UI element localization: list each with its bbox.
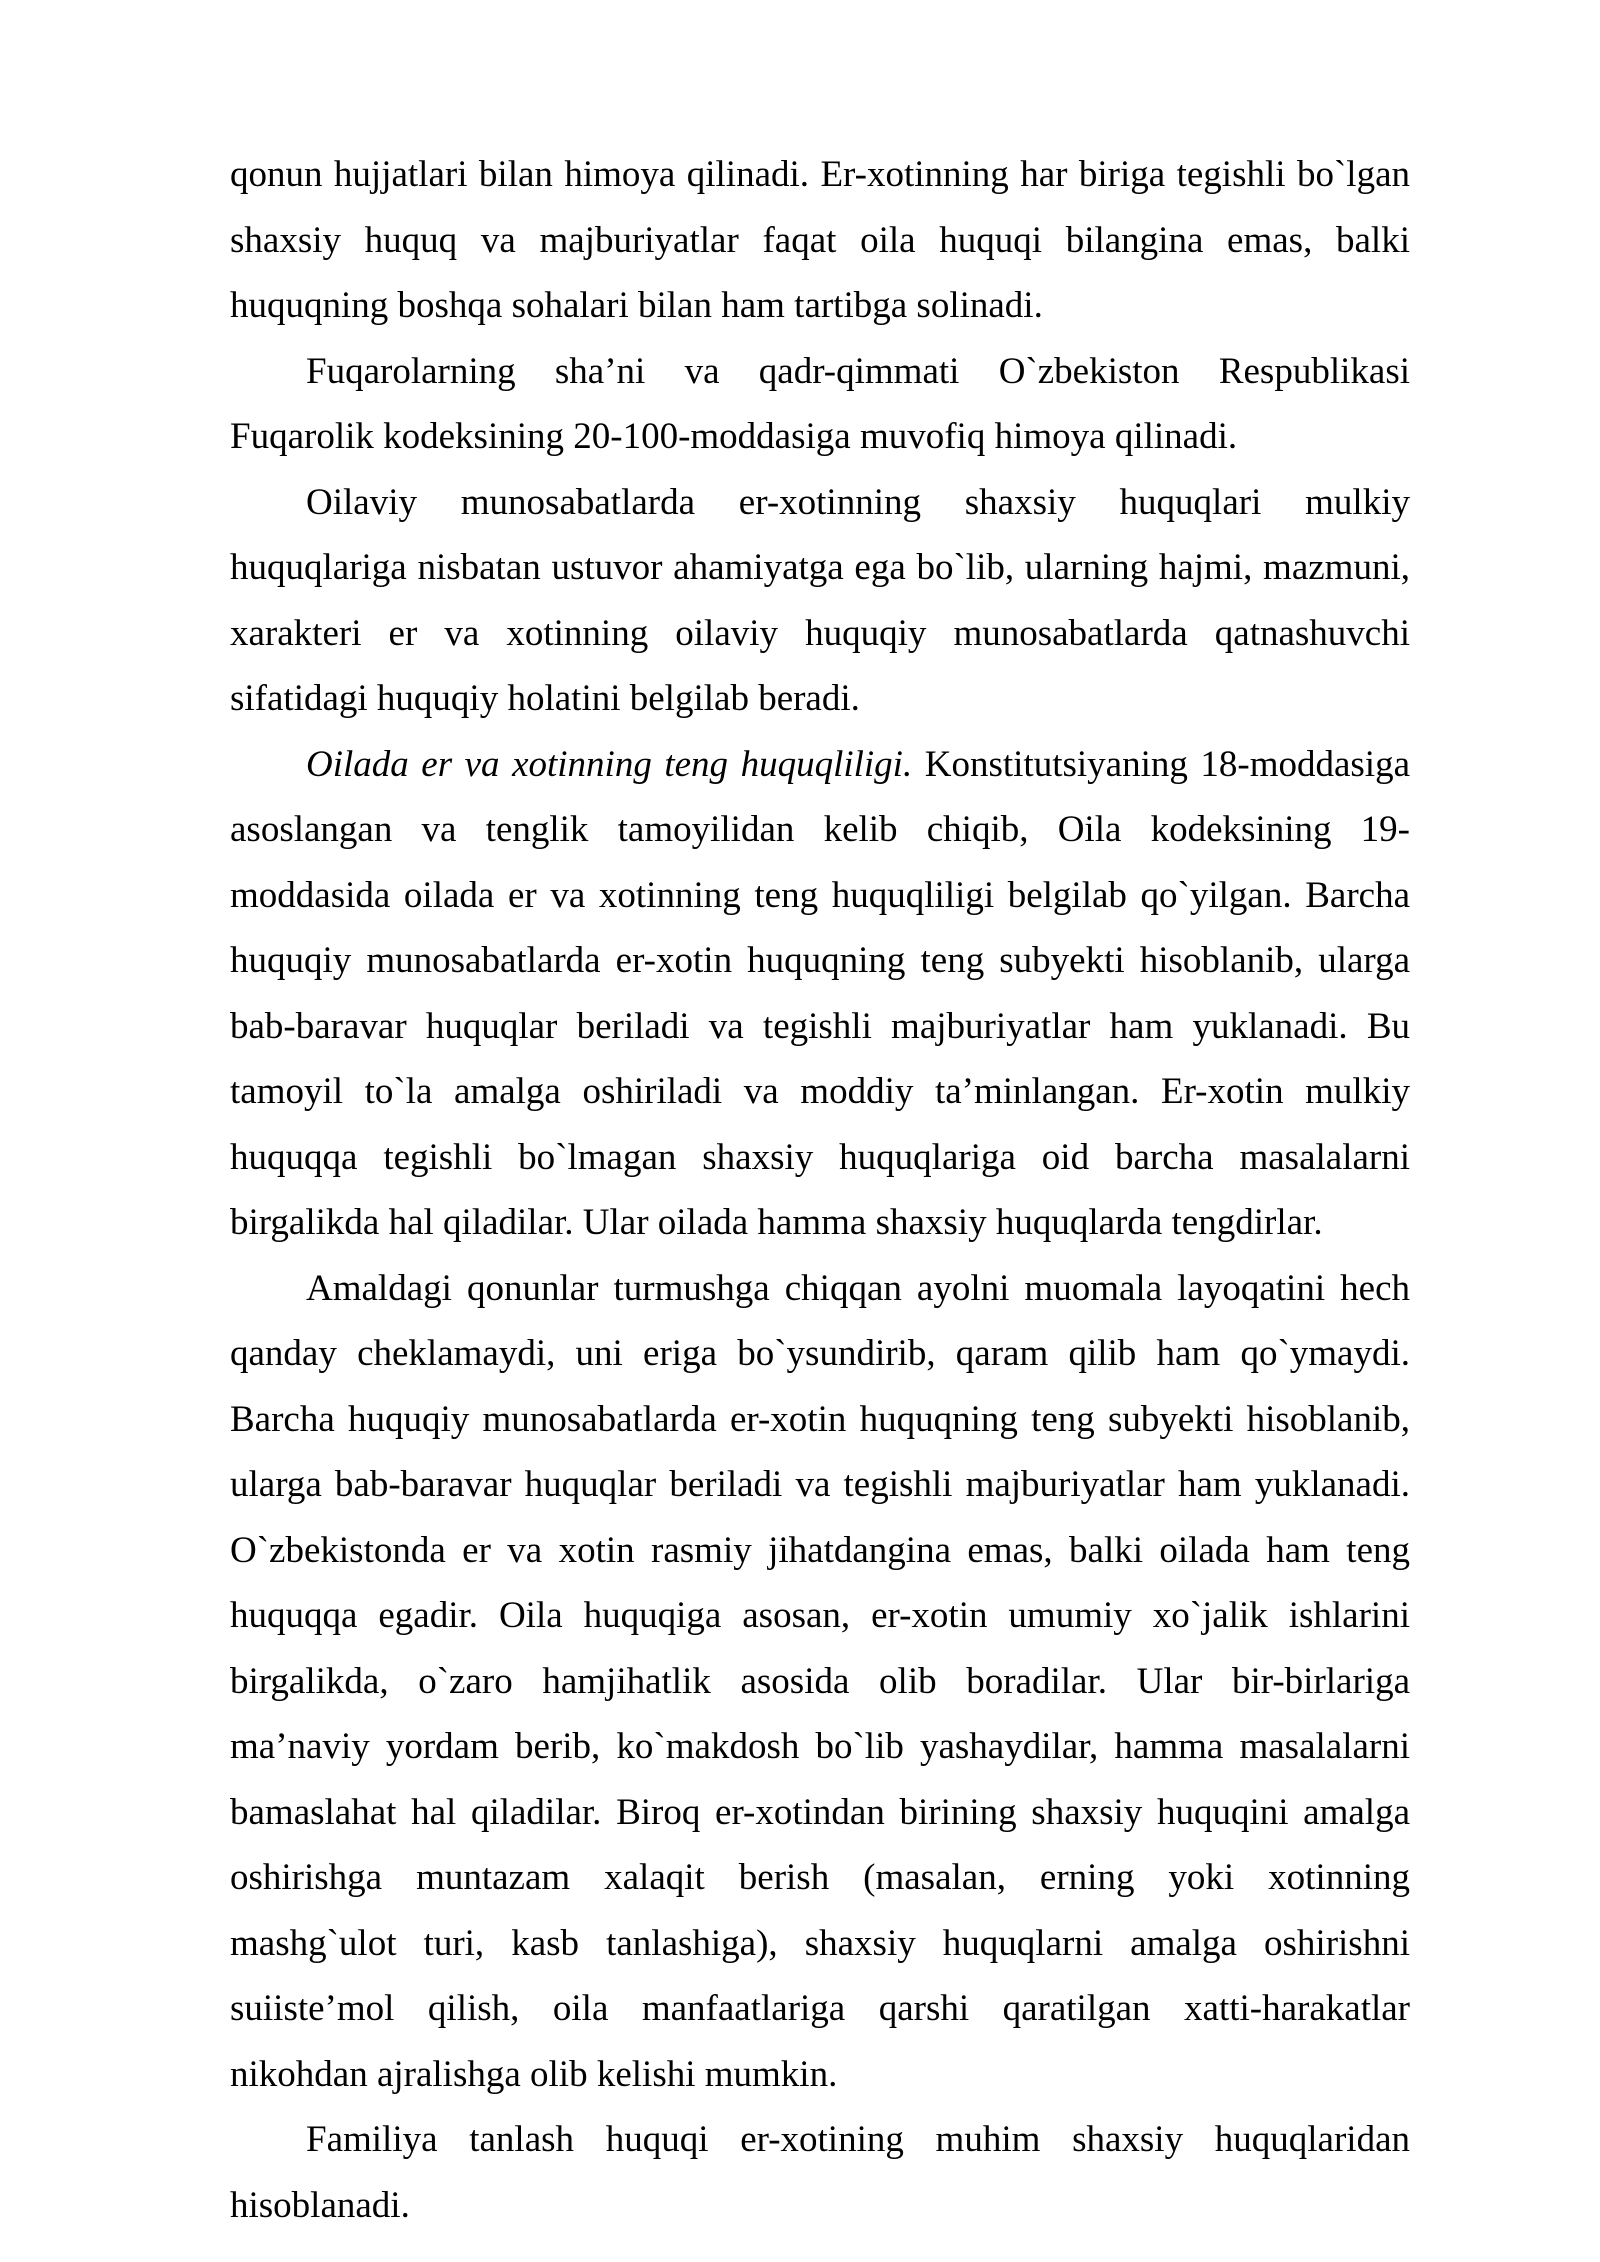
- document-body: [230, 142, 1410, 2238]
- paragraph-continuation: qonun hujjatlari bilan himoya qilinadi. Er-xotinning har biriga tegishli bo`lgan shaxsiy huquq va majburiyatlar faqat oila huquqi bilangina emas, balki huquqning boshqa sohalari bilan ham tartibga solinadi.: [230, 154, 1410, 326]
- paragraph-surname-choice: Familiya tanlash huquqi er-xotining muhim shaxsiy huquqlaridan hisoblanadi.: [230, 2119, 1410, 2226]
- section-heading-italic: Oilada er va xotinning teng huquqliligi.: [306, 743, 913, 785]
- paragraph-current-laws: Amaldagi qonunlar turmushga chiqqan ayolni muomala layoqatini hech qanday cheklamaydi, uni eriga bo`ysundirib, qaram qilib ham qo`ymaydi. Barcha huquqiy munosabatlarda er-xotin huquqning teng subyekti hisoblanib, ularga bab-baravar huquqlar beriladi va tegishli majburiyatlar ham yuklanadi. O`zbekistonda er va xotin rasmiy jihatdangina emas, balki oilada ham teng huquqqa egadir. Oila huquqiga asosan, er-xotin umumiy xo`jalik ishlarini birgalikda, o`zaro hamjihatlik asosida olib boradilar. Ular bir-birlariga ma’naviy yordam berib, ko`makdosh bo`lib yashaydilar, hamma masalalarni bamaslahat hal qiladilar. Biroq er-xotindan birining shaxsiy huquqini amalga oshirishga muntazam xalaqit berish (masalan, erning yoki xotinning mashg`ulot turi, kasb tanlashiga), shaxsiy huquqlarni amalga oshirishni suiiste’mol qilish, oila manfaatlariga qarshi qaratilgan xatti-harakatlar nikohdan ajralishga olib kelishi mumkin.: [230, 1267, 1410, 2095]
- paragraph-honor-dignity: Fuqarolarning sha’ni va qadr-qimmati O`zbekiston Respublikasi Fuqarolik kodeksining 20-100-moddasiga muvofiq himoya qilinadi.: [230, 350, 1410, 457]
- paragraph-personal-rights: Oilaviy munosabatlarda er-xotinning shaxsiy huquqlari mulkiy huquqlariga nisbatan ustuvor ahamiyatga ega bo`lib, ularning hajmi, mazmuni, xarakteri er va xotinning oilaviy huquqiy munosabatlarda qatnashuvchi sifatidagi huquqiy holatini belgilab beradi.: [230, 481, 1410, 719]
- paragraph-equal-rights-text: Konstitutsiyaning 18-moddasiga asoslangan va tenglik tamoyilidan kelib chiqib, Oila kodeksining 19-moddasida oilada er va xotinning teng huquqliligi belgilab qo`yilgan. Barcha huquqiy munosabatlarda er-xotin huquqning teng subyekti hisoblanib, ularga bab-baravar huquqlar beriladi va tegishli majburiyatlar ham yuklanadi. Bu tamoyil to`la amalga oshiriladi va moddiy ta’minlangan. Er-xotin mulkiy huquqqa tegishli bo`lmagan shaxsiy huquqlariga oid barcha masalalarni birgalikda hal qiladilar. Ular oilada hamma shaxsiy huquqlarda tengdirlar.: [230, 743, 1410, 1243]
- paragraph-equal-rights: [230, 732, 1410, 1256]
